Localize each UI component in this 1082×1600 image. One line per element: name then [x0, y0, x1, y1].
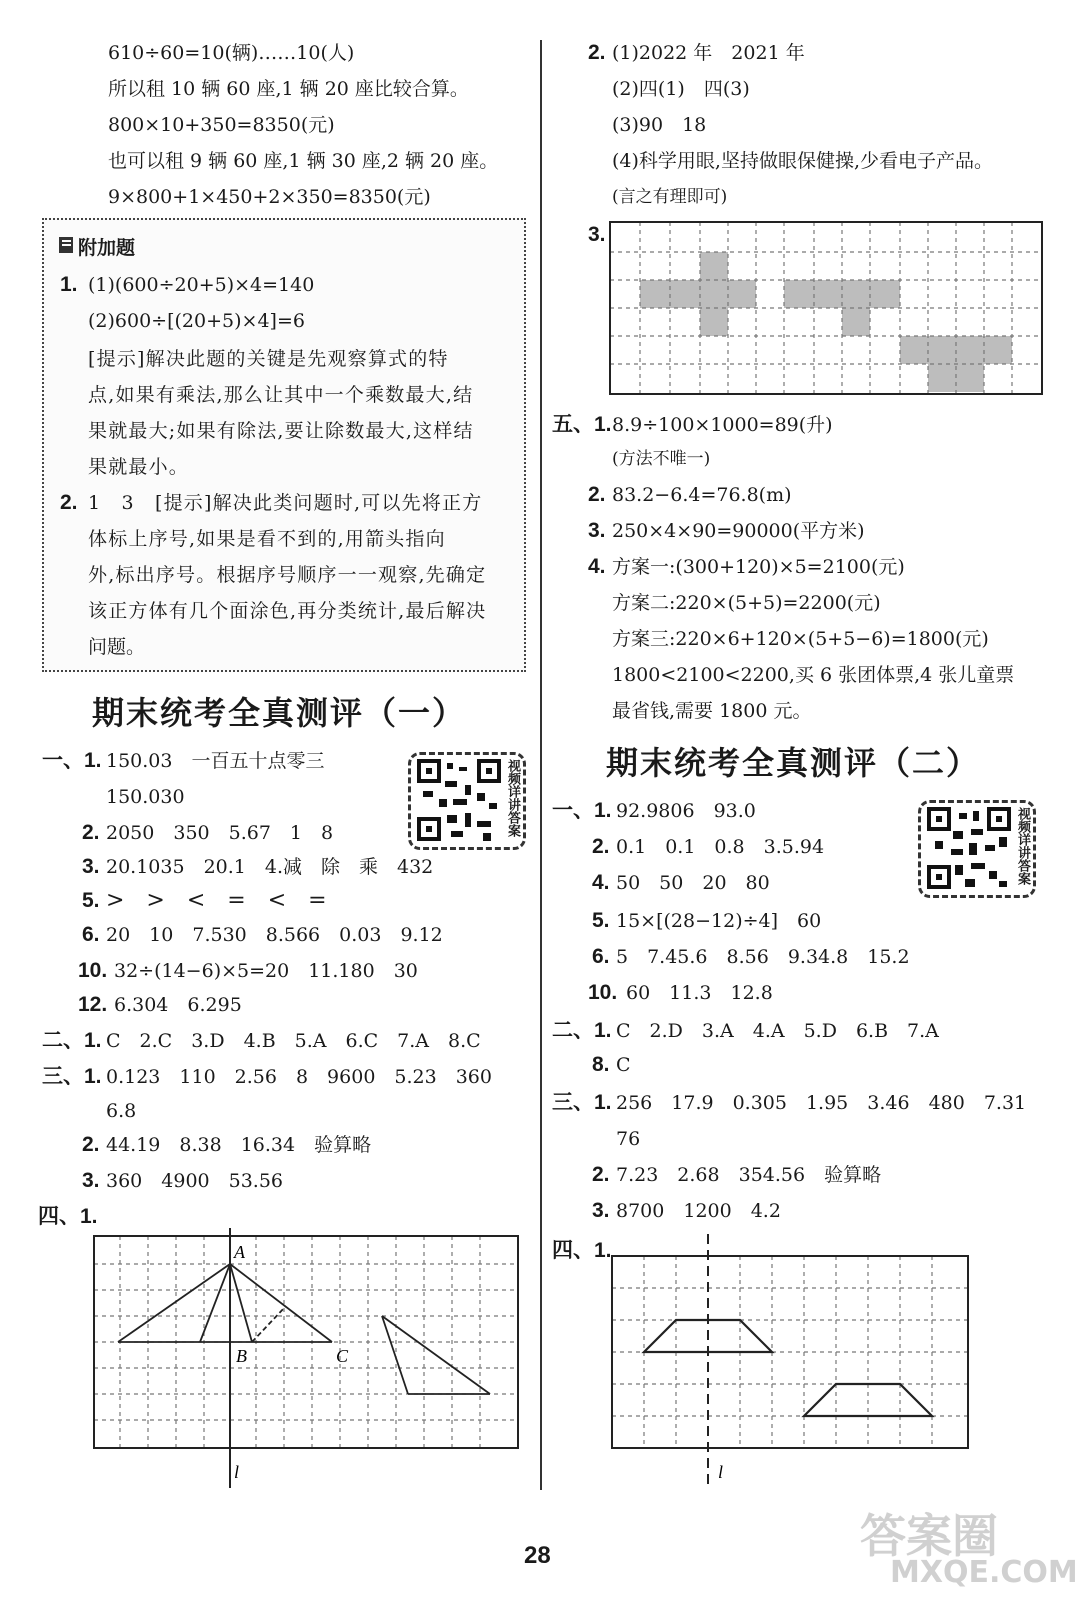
answer-number: 12. [78, 993, 108, 1016]
answer-number: 3. [82, 855, 100, 878]
bonus-q1-b: (2)600÷[(20+5)×4]=6 [88, 310, 305, 332]
point-c-label: C [336, 1346, 349, 1366]
answer-text: C 2.C 3.D 4.B 5.A 6.C 7.A 8.C [106, 1030, 481, 1052]
answer-text: 0.1 0.1 0.8 3.5.94 [616, 836, 825, 858]
answer-text: C 2.D 3.A 4.A 5.D 6.B 7.A [616, 1020, 939, 1042]
answer-number: 4. [588, 555, 606, 578]
answer-text: 0.123 110 2.56 8 9600 5.23 360 [106, 1066, 492, 1088]
answer-number: 2. [588, 41, 606, 64]
answer-number: 二、1. [42, 1029, 102, 1052]
test1-title: 期末统考全真测评（一） [92, 694, 467, 732]
answer-number: 3. [588, 519, 606, 542]
answer-text: 7.23 2.68 354.56 验算略 [616, 1164, 882, 1186]
triangle-abc [118, 1264, 332, 1342]
answer-number: 10. [78, 959, 108, 982]
bonus-q2-line: 外,标出序号。根据序号顺序一一观察,先确定 [88, 564, 487, 586]
qr-code-1[interactable] [408, 752, 526, 850]
answer-text: 6.8 [106, 1100, 137, 1122]
answer-number: 一、1. [552, 799, 612, 822]
answer-number: 2. [588, 483, 606, 506]
answer-text: 方案三:220×6+120×(5+5−6)=1800(元) [612, 628, 989, 650]
shaded-shapes-grid [606, 218, 1046, 398]
answer-text: 方案一:(300+120)×5=2100(元) [612, 556, 905, 578]
answer-text: 1800<2100<2200,买 6 张团体票,4 张儿童票 [612, 664, 1015, 686]
qr-code-icon [927, 807, 1013, 891]
book-icon [58, 236, 74, 254]
answer-number: 2. [592, 835, 610, 858]
left-top-line: 所以租 10 辆 60 座,1 辆 20 座比较合算。 [108, 78, 469, 100]
qr-code-icon [417, 759, 503, 843]
answer-number: 5. [82, 889, 100, 912]
bonus-q2-line: 1 3 [提示]解决此类问题时,可以先将正方 [88, 492, 483, 514]
answer-number: 6. [592, 945, 610, 968]
answer-text: (2)四(1) 四(3) [612, 78, 750, 100]
answer-text: 60 11.3 12.8 [626, 982, 773, 1004]
section-four-label: 四、1. [38, 1205, 98, 1228]
bonus-q1-hint: [提示]解决此题的关键是先观察算式的特 [88, 348, 449, 370]
point-a-label: A [234, 1242, 245, 1262]
answer-text: 76 [616, 1128, 641, 1150]
test2-title: 期末统考全真测评（二） [606, 744, 981, 782]
answer-number: 3. [82, 1169, 100, 1192]
answer-text: 92.9806 93.0 [616, 800, 756, 822]
answer-text: 32÷(14−6)×5=20 11.180 30 [114, 960, 418, 982]
axis-l-label: l [718, 1462, 724, 1482]
answer-number: 二、1. [552, 1019, 612, 1042]
bonus-heading: 附加题 [78, 237, 136, 259]
symmetry-grid-figure-2 [608, 1232, 976, 1494]
left-top-line: 9×800+1×450+2×350=8350(元) [108, 186, 431, 208]
bonus-q2-line: 问题。 [88, 636, 146, 658]
bonus-q2-number: 2. [60, 491, 78, 514]
qr-label: 视频详讲答案 [1015, 807, 1030, 885]
left-top-line: 800×10+350=8350(元) [108, 114, 335, 136]
symmetry-grid-figure-1 [90, 1228, 530, 1498]
left-top-line: 610÷60=10(辆)……10(人) [108, 42, 355, 64]
answer-text: C [616, 1054, 631, 1076]
bonus-q1-hint: 果就最大;如果有除法,要让除数最大,这样结 [88, 420, 474, 442]
answer-text: (3)90 18 [612, 114, 707, 136]
answer-number: 2. [82, 1133, 100, 1156]
watermark-url: MXQE.COM [890, 1555, 1078, 1590]
bonus-q1-a: (1)(600÷20+5)×4=140 [88, 274, 315, 296]
bonus-q1-hint: 果就最小。 [88, 456, 190, 478]
answer-number: 6. [82, 923, 100, 946]
answer-text: 15×[(28−12)÷4] 60 [616, 910, 822, 932]
answer-text: 6.304 6.295 [114, 994, 242, 1016]
bonus-q1-hint: 点,如果有乘法,那么让其中一个乘数最大,结 [88, 384, 474, 406]
answer-text: 20 10 7.530 8.566 0.03 9.12 [106, 924, 443, 946]
answer-text: 2050 350 5.67 1 8 [106, 822, 334, 844]
answer-text: 150.030 [106, 786, 185, 808]
axis-l-label: l [234, 1462, 240, 1482]
answer-number: 3. [588, 223, 606, 246]
answer-number: 一、1. [42, 749, 102, 772]
answer-number: 五、1. [552, 413, 612, 436]
answer-number: 2. [592, 1163, 610, 1186]
answer-number: 5. [592, 909, 610, 932]
bonus-q2-line: 体标上序号,如果是看不到的,用箭头指向 [88, 528, 446, 550]
answer-text: (4)科学用眼,坚持做眼保健操,少看电子产品。 [612, 150, 993, 172]
answer-number: 3. [592, 1199, 610, 1222]
answer-text: 44.19 8.38 16.34 验算略 [106, 1134, 372, 1156]
answer-number: 2. [82, 821, 100, 844]
answer-number: 三、1. [42, 1065, 102, 1088]
left-top-line: 也可以租 9 辆 60 座,1 辆 30 座,2 辆 20 座。 [108, 150, 499, 172]
answer-text: 5 7.45.6 8.56 9.34.8 15.2 [616, 946, 910, 968]
qr-code-2[interactable] [918, 800, 1036, 898]
section-four-label: 四、1. [552, 1239, 612, 1262]
answer-number: 4. [592, 871, 610, 894]
answer-text: 256 17.9 0.305 1.95 3.46 480 7.31 [616, 1092, 1027, 1114]
bonus-q2-line: 该正方体有几个面涂色,再分类统计,最后解决 [88, 600, 487, 622]
answer-text: 83.2−6.4=76.8(m) [612, 484, 792, 506]
answer-text: 最省钱,需要 1800 元。 [612, 700, 812, 722]
answer-number: 8. [592, 1053, 610, 1076]
answer-text: 50 50 20 80 [616, 872, 770, 894]
answer-number: 三、1. [552, 1091, 612, 1114]
answer-text: (言之有理即可) [612, 187, 728, 207]
answer-text: (方法不唯一) [612, 449, 711, 469]
answer-text: (1)2022 年 2021 年 [612, 42, 805, 64]
column-divider [540, 40, 542, 1490]
answer-text: 8700 1200 4.2 [616, 1200, 781, 1222]
answer-text: 150.03 一百五十点零三 [106, 750, 325, 772]
answer-text: > > < = < = [106, 888, 327, 913]
answer-text: 20.1035 20.1 4.减 除 乘 432 [106, 856, 434, 878]
reflected-triangle [382, 1316, 490, 1394]
answer-number: 10. [588, 981, 618, 1004]
answer-text: 8.9÷100×1000=89(升) [612, 414, 833, 436]
point-b-label: B [236, 1346, 247, 1366]
answer-text: 方案二:220×(5+5)=2200(元) [612, 592, 881, 614]
answer-text: 360 4900 53.56 [106, 1170, 284, 1192]
page-number: 28 [524, 1542, 551, 1569]
watermark-logo: 答案圈 [860, 1509, 998, 1563]
qr-label: 视频详讲答案 [505, 759, 520, 837]
answer-text: 250×4×90=90000(平方米) [612, 520, 865, 542]
bonus-q1-number: 1. [60, 273, 78, 296]
